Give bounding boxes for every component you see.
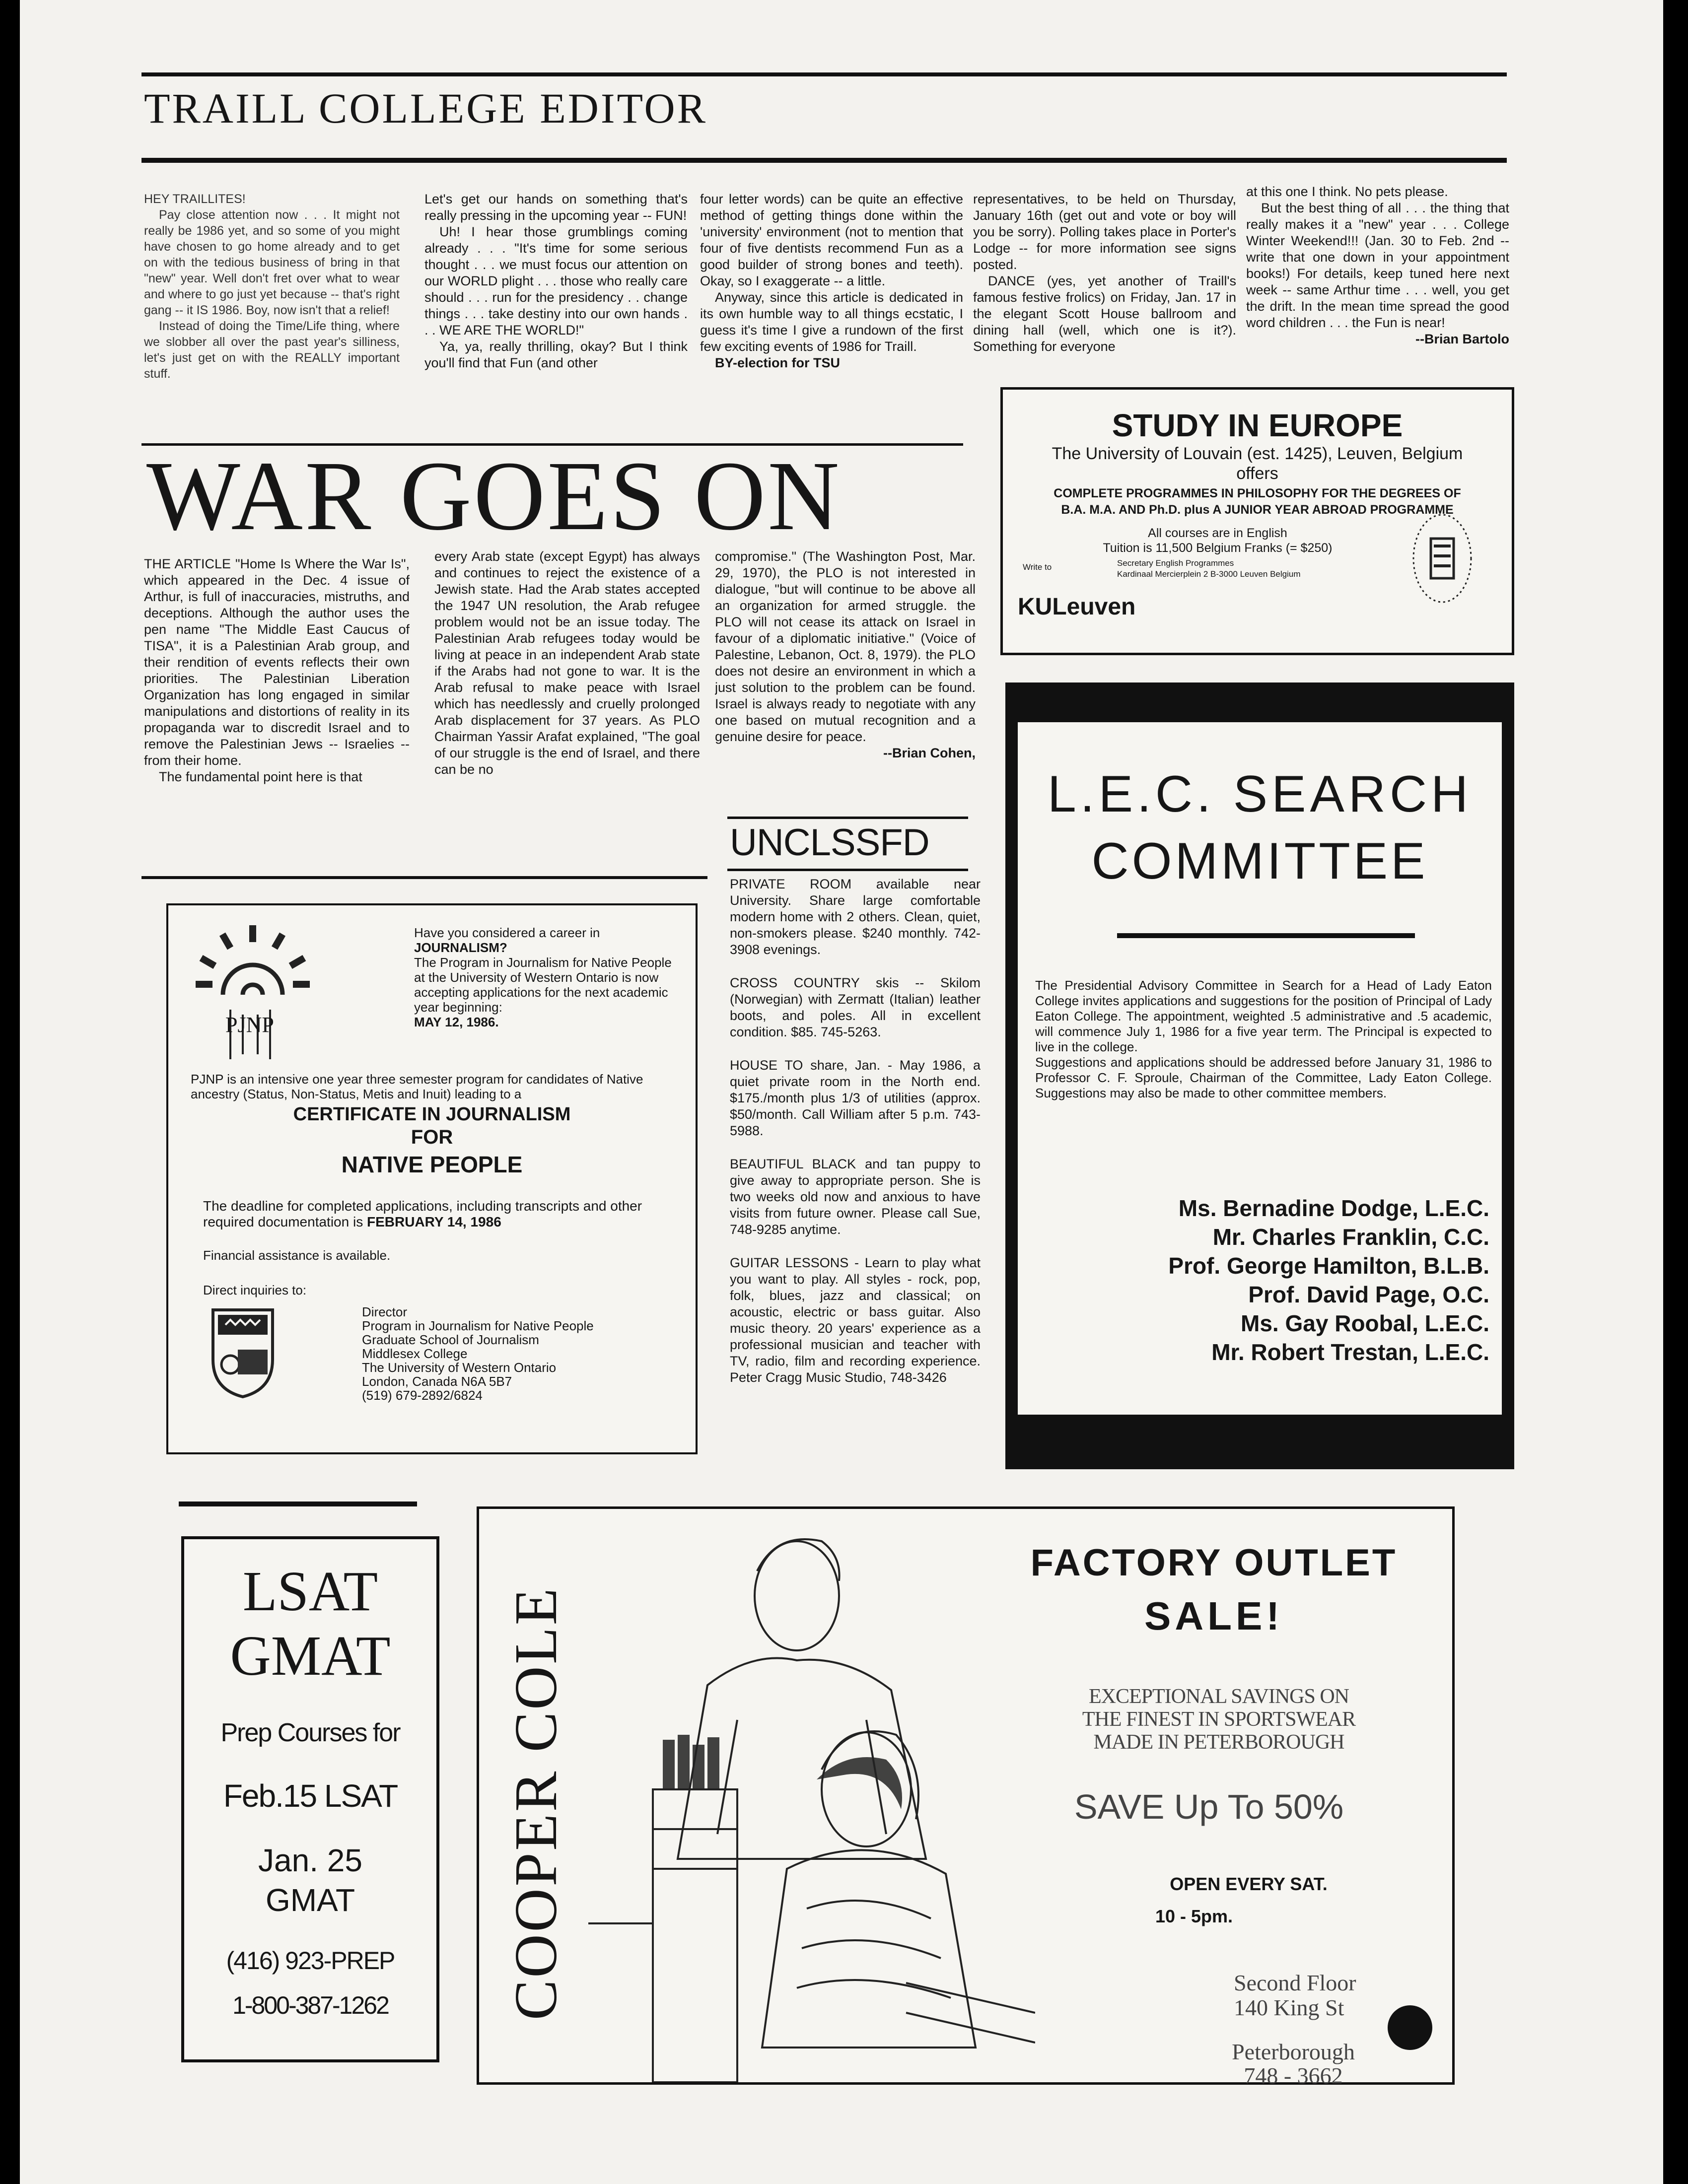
newspaper-page — [20, 0, 1663, 2184]
study-europe-ad: STUDY IN EUROPE The University of Louvain (est. 1425), Leuven, Belgium offers COMPLETE PROGRAMMES IN PHILOSOPHY FOR THE DEGREES OF B.A. M.A. AND Ph.D. plus A JUNIOR YEAR ABROAD PROGRAMME All courses are in English Tuition is 11,500 Belgium Franks (= $250) Write to Secretary English Programmes Kardinaal Mercierplein 2 B-3000 Leuven Belgium KULeuven — [1000, 387, 1514, 655]
list-item: PRIVATE ROOM available near University. Share large comfortable modern home with 2 others. Clean, quiet, non-smokers please. $240 monthly. 742-3908 evenings. — [730, 877, 981, 957]
war-byline: --Brian Cohen, — [883, 746, 976, 760]
classified-list — [730, 876, 981, 1497]
section-title: TRAILL COLLEGE EDITOR — [144, 84, 707, 132]
couple-illustration — [588, 1511, 1035, 2082]
lec-title-line-1: L.E.C. SEARCH — [1047, 765, 1473, 823]
list-item: HOUSE TO share, Jan. - May 1986, a quiet private room in the North end. $175./month plus 1/3 of utilities (approx. $50/month. Call William after 5 p.m. 743-5988. — [730, 1058, 981, 1138]
university-seal-icon — [1410, 511, 1475, 606]
editorial-byline: --Brian Bartolo — [1415, 332, 1509, 346]
war-headline: WAR GOES ON — [146, 441, 842, 551]
unclssfd-under-rule — [727, 869, 968, 871]
editorial-column-5: at this one I think. No pets please. But the best thing of all . . . the thing that really makes it a "new" year . . . College Winter Weekend!!! (Jan. 30 to Feb. 2nd -- write that one down in your appointment books!) For details, keep tuned here next week -- same Arthur time . . . well, you get the drift. In the mean time spread the good word children . . . the Fun is near! --Brian Bartolo — [1246, 184, 1509, 346]
pjnp-ad: PJNP Have you considered a career in JOURNALISM? The Program in Journalism for Native People at the University of Western Ontario is now accepting applications for the next academic year beginning: MAY 12, 1986. PJNP is an intensive one year three semester program for candidates of Native ancestry (Status, Non-Status, Metis and Inuit) leading to a CERTIFICATE IN JOURNALISM FOR NATIVE PEOPLE The deadline for completed applications, including transcripts and other required documentation is FEBRUARY 14, 1986 Financial assistance is available. Direct inquiries to: Director Program in Journalism for Native People Graduate School of Journalism Middlesex College The University of Western Ontario London, Canada N6A 5B7 (519) 679-2892/6824 — [166, 903, 698, 1454]
pjnp-address: Director Program in Journalism for Native People Graduate School of Journalism Middlesex College The University of Western Ontario London, Canada N6A 5B7 (519) 679-2892/6824 — [362, 1304, 594, 1403]
kuleuven-logo-text: KULeuven — [1018, 594, 1136, 620]
list-item: BEAUTIFUL BLACK and tan puppy to give away to appropriate person. She is two weeks old now and anxious to have visits from future owner. Please call Sue, 748-9285 anytime. — [730, 1157, 981, 1237]
editorial-column-1: HEY TRAILLITES! Pay close attention now . . . It might not really be 1986 yet, and so some of you might have chosen to go home already and to get on with the tedious business of bring in that "new" year. Well don't fret over what to wear and where to go just yet because -- that's right gang -- it IS 1986. Boy, now isn't that a relief! Instead of doing the Time/Life thing, where we slobber all over the past year's silliness, let's just get on with the REALLY important stuff. — [144, 192, 400, 381]
pjnp-deadline: The deadline for completed applications, including transcripts and other required documentation is FEBRUARY 14, 1986 — [203, 1198, 642, 1229]
list-item: Mr. Robert Trestan, L.E.C. — [1211, 1339, 1489, 1365]
sportswear-tagline: EXCEPTIONAL SAVINGS ON THE FINEST IN SPORTSWEAR MADE IN PETERBOROUGH — [1082, 1685, 1356, 1754]
lec-member-list — [1092, 1194, 1489, 1366]
list-item: Mr. Charles Franklin, C.C. — [1212, 1224, 1489, 1250]
pjnp-logo-icon: PJNP — [196, 925, 310, 1069]
editorial-column-3: four letter words) can be quite an effective method of getting things done within the 'university' environment (not to mention that four of five dentists recommend Fun as a good builder of strong bones and teeth). Okay, so I exaggerate -- a little. Anyway, since this article is dedicated in its own humble way to all things ecstatic, I guess it's time I give a rundown of the first few exciting events of 1986 for Traill. BY-election for TSU — [700, 192, 963, 370]
war-column-1: THE ARTICLE "Home Is Where the War Is", which appeared in the Dec. 4 issue of Arthur, is full of inaccuracies, mistruths, and deceptions. Although the author uses the pen name "The Middle East Caucus of TISA", it is a Palestinian Arab group, and their rendition of events reflects their own priorities. The Palestinian Liberation Organization has long engaged in similar manipulations and distortions of reality in its propaganda war to discredit Israel and to remove the Palestinian Jews -- Israelies -- from their home. The fundamental point here is that — [144, 556, 410, 784]
lec-ad-panel — [1018, 722, 1502, 1415]
cooper-cole-ad: COOPER COLE FACTORY OUTLET SALE! EXCEPTIONAL SAVINGS ON THE FINEST IN SPORTSWEAR MADE IN PETERBOROUGH SAVE Up To 50% OPEN EVERY SAT. 10 - 5pm. Second Floor 140 King St Peterborough 748 - 3662 — [477, 1506, 1455, 2085]
list-item: CROSS COUNTRY skis -- Skilom (Norwegian) with Zermatt (Italian) leather boots, and poles. All in excellent condition. $85. 745-5263. — [730, 975, 981, 1039]
store-address: Second Floor 140 King St — [1234, 1970, 1356, 2020]
editorial-column-2: Let's get our hands on something that's really pressing in the upcoming year -- FUN! Uh! I hear those grumblings coming already . . . "It's time for some serious thought . . . we must focus our attention on our WORLD plight . . . those who really care should . . . run for the presidency . . change things . . . take destiny into our own hands . . . WE ARE THE WORLD!" Ya, ya, really thrilling, okay? But I think you'll find that Fun (and other — [424, 192, 688, 370]
location-marker-icon — [1388, 2005, 1432, 2050]
war-column-2: every Arab state (except Egypt) has always and continues to reject the existence of a Jewish state. Had the Arab states accepted the 1947 UN resolution, the Arab refugee problem would not be an issue today. The Palestinian Arab refugees today would be living at peace in an independent Arab state if the Arabs had not gone to war. It is the Arab refusal to make peace with Israel which has needlessly and cruelly prolonged Arab displacement for 37 years. As PLO Chairman Yassir Arafat explained, "The goal of our struggle is the end of Israel, and there can be no — [434, 549, 700, 777]
lec-title-line-2: COMMITTEE — [1091, 832, 1428, 890]
list-item: Prof. George Hamilton, B.L.B. — [1168, 1253, 1489, 1279]
study-europe-title: STUDY IN EUROPE — [1112, 408, 1403, 443]
university-crest-icon — [208, 1305, 278, 1399]
lsat-top-rule — [179, 1502, 417, 1506]
lsat-gmat-ad: LSAT GMAT Prep Courses for Feb.15 LSAT Jan. 25 GMAT (416) 923-PREP 1-800-387-1262 — [181, 1536, 439, 2062]
list-item: Ms. Gay Roobal, L.E.C. — [1241, 1310, 1489, 1336]
pjnp-intro: Have you considered a career in JOURNALISM? The Program in Journalism for Native People at the University of Western Ontario is now accepting applications for the next academic year beginning: MAY 12, 1986. — [414, 925, 672, 1029]
save-text: SAVE Up To 50% — [1074, 1787, 1344, 1826]
lec-title-rule — [1117, 933, 1415, 938]
unclssfd-title: UNCLSSFD — [730, 821, 929, 864]
pjnp-description: PJNP is an intensive one year three semester program for candidates of Native ancestry (Status, Non-Status, Metis and Inuit) leading to a — [191, 1072, 643, 1101]
war-bottom-rule — [141, 876, 707, 879]
store-city: Peterborough 748 - 3662 — [1232, 2039, 1355, 2088]
list-item: GUITAR LESSONS - Learn to play what you want to play. All styles - rock, pop, folk, blues, jazz and classical; on acoustic, electric or bass guitar. Also music theory. 20 years' experience as a professional musician and teacher with TV, radio, film and recording experience. Peter Cragg Music Studio, 748-3426 — [730, 1255, 981, 1385]
list-item: Prof. David Page, O.C. — [1248, 1282, 1489, 1307]
cooper-cole-logo: COOPER COLE — [502, 1586, 569, 2020]
war-column-3: compromise." (The Washington Post, Mar. 29, 1970), the PLO is not interested in dialogue, "but will continue to be above all an organization for armed struggle. the PLO will not cease its attack on Israel in favour of a diplomatic initiative." (Voice of Palestine, Lebanon, Oct. 8, 1979). the PLO does not desire an environment in which a just solution to the problem can be found. Israel is always ready to negotiate with any one based on mutual recognition and a genuine desire for peace. --Brian Cohen, — [715, 549, 976, 760]
editorial-column-4: representatives, to be held on Thursday, January 16th (get out and vote or boy will you be sorry). Polling takes place in Porter's Lodge -- for more information see signs posted. DANCE (yes, yet another of Traill's famous festive frolics) on Friday, Jan. 17 in the elegant Scott House ballroom and dining hall (well, which one is it?). Something for everyone — [973, 192, 1236, 354]
lec-body: The Presidential Advisory Committee in Search for a Head of Lady Eaton College invites applications and suggestions for the position of Principal of Lady Eaton College. The appointment, weighted .5 administrative and .5 academic, will commence July 1, 1986 for a five year term. The Principal is expected to live in the college. Suggestions and applications should be addressed before January 31, 1986 to Professor C. F. Sproule, Chairman of the Committee, Lady Eaton College. Suggestions may also be made to other committee members. — [1035, 978, 1492, 1100]
lec-search-ad — [1005, 682, 1514, 1469]
list-item: Ms. Bernadine Dodge, L.E.C. — [1178, 1195, 1489, 1221]
pjnp-certificate: CERTIFICATE IN JOURNALISM — [293, 1104, 571, 1125]
top-rule — [141, 72, 1507, 76]
header-rule — [141, 158, 1507, 163]
factory-outlet-headline: FACTORY OUTLET — [1030, 1542, 1398, 1584]
